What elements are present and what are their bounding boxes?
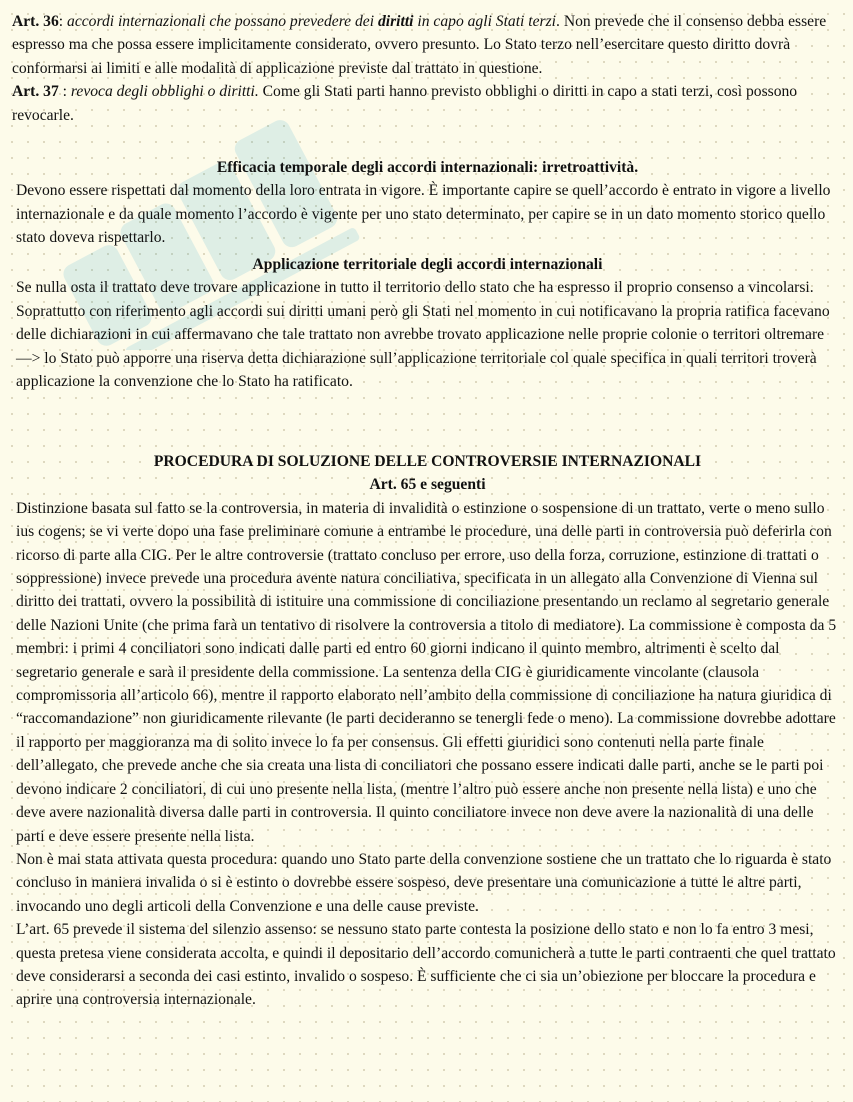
section-art36-37 <box>12 10 839 127</box>
paragraph-art37 <box>12 80 839 127</box>
paragraph-text: . Non prevede che il consenso debba essere espresso ma che possa essere implicitamente considerato, ovvero presunto. Lo Stato terzo nell’esercitare questo diritto dovrà conformarsi ai limiti e alle modalità di applicazione previste dal trattato in questione. <box>12 13 827 77</box>
paragraph-text: Non è mai stata attivata questa procedura: quando uno Stato parte della convenzione sostiene che un trattato che lo riguarda è stato concluso in maniera invalida o si è estinto o dovrebbe essere sospeso, deve presentare una comunicazione a tutte le altre parti, invocando uno degli articoli della Convenzione e una delle cause previste. <box>16 850 832 915</box>
italic-text: in capo agli Stati terzi <box>413 13 557 30</box>
italic-text: revoca degli obblighi o diritti. <box>70 83 259 101</box>
article-label: Art. 36 <box>12 13 59 30</box>
paragraph-text: Devono essere rispettati dal momento della loro entrata in vigore. È importante capire se quell’accordo è entrato in vigore a livello internazionale e da quale momento l’accordo è vigente per uno stato determinato, per capire se in un dato momento storico quello stato doveva rispettarlo. <box>16 182 831 247</box>
bold-italic-text: diritti <box>377 13 414 30</box>
paragraph-text: Come gli Stati parti hanno previsto obblighi o diritti in capo a stati terzi, così possono revocarle. <box>12 83 798 124</box>
section-heading: Applicazione territoriale degli accordi internazionali <box>252 256 603 273</box>
paragraph-text: Se nulla osta il trattato deve trovare applicazione in tutto il territorio dello stato che ha espresso il proprio consenso a vincolarsi. Soprattutto con riferimento agli accordi sui diritti umani però gli Stati nel momento in cui notificavano la propria ratifica facevano delle dichiarazioni in cui affermavano che tale trattato non avrebbe trovato applicazione nelle proprie colonie o territori oltremare —> lo Stato può apporre una riserva detta dichiarazione sull’applicazione territoriale col quale specifica in quali territori troverà applicazione la convenzione che lo Stato ha ratificato. <box>16 279 830 391</box>
section-efficacia <box>12 156 839 250</box>
section-heading: Efficacia temporale degli accordi internazionali: irretroattività. <box>216 159 639 176</box>
section-heading: PROCEDURA DI SOLUZIONE DELLE CONTROVERSIE INTERNAZIONALI <box>153 453 702 470</box>
paragraph-art36 <box>12 10 839 80</box>
separator: : <box>58 13 68 30</box>
article-label: Art. 37 <box>12 83 59 101</box>
section-subheading: Art. 65 e seguenti <box>369 476 486 494</box>
separator: : <box>58 83 71 101</box>
italic-text: accordi internazionali che possano prevedere dei <box>67 13 378 30</box>
section-procedura <box>12 450 839 1012</box>
section-applicazione <box>12 253 839 393</box>
paragraph-text: Distinzione basata sul fatto se la controversia, in materia di invalidità o estinzione o sospensione di un trattato, verte o meno sullo ius cogens; se vi verte dopo una fase preliminare comune a entrambe le procedure, una delle parti in controversia può deferirla con ricorso di parte alla CIG. Per le altre controversie (trattato concluso per errore, uso della forza, corruzione, estinzione di trattati o soppressione) invece prevede una procedura avente natura conciliativa, specificata in un allegato alla Convenzione di Vienna sul diritto dei trattati, ovvero la possibilità di istituire una commissione di conciliazione presentando un reclamo al segretario generale delle Nazioni Unite (che prima farà un tentativo di risolvere la controversia a titolo di mediatore). La commissione è composta da 5 membri: i primi 4 conciliatori sono indicati dalle parti ed entro 60 giorni indicano il quinto membro, altrimenti è scelto dal segretario generale e sarà il presidente della commissione. La sentenza della CIG è giuridicamente vincolante (clausola compromissoria all’articolo 66), mentre il rapporto elaborato nell’ambito della commissione di conciliazione ha natura giuridica di “raccomandazione” non giuridicamente rilevante (le parti decideranno se tenergli fede o meno). La commissione dovrebbe adottare il rapporto per maggioranza ma di solito invece lo fa per consensus. Gli effetti giuridici sono contenuti nella parte finale dell’allegato, che prevede anche che sia creata una lista di conciliatori che possano essere indicati dalle parti, anche se le parti poi devono indicare 2 conciliatori, di cui uno presente nella lista, (mentre l’altro può essere anche non presente nella lista) e uno che deve avere nazionalità diversa dalle parti in controversia. Il quinto conciliatore invece non deve avere la nazionalità di una delle parti e deve essere presente nella lista. <box>16 499 837 845</box>
paragraph-text: L’art. 65 prevede il sistema del silenzio assenso: se nessuno stato parte contesta la posizione dello stato e non lo fa entro 3 mesi, questa pretesa viene considerata accolta, e quindi il depositario dell’accordo comunicherà a tutte le parti contraenti che quel trattato deve considerarsi a seconda dei casi estinto, invalido o sospeso. È sufficiente che ci sia un’obiezione per bloccare la procedura e aprire una controversia internazionale. <box>16 921 836 1009</box>
